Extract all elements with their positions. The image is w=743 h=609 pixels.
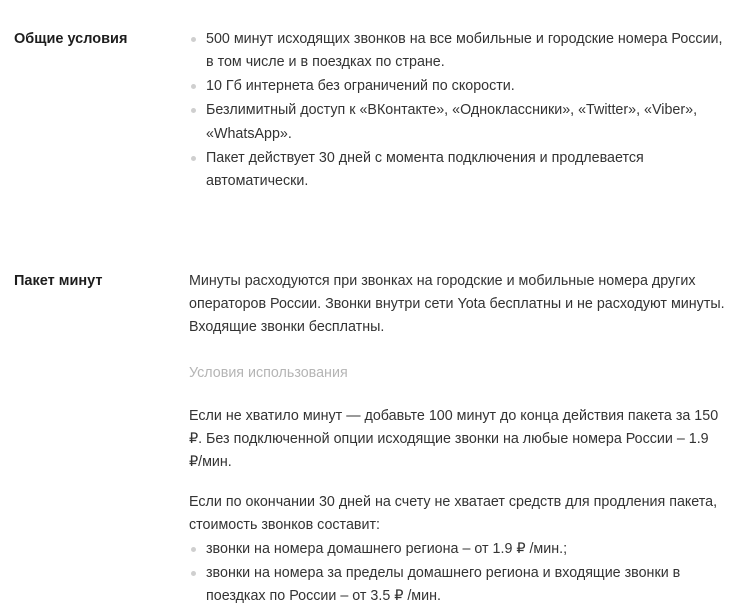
list-item: Безлимитный доступ к «ВКонтакте», «Одноклассники», «Twitter», «Viber», «WhatsApp». bbox=[189, 99, 725, 145]
minutes-intro-paragraph: Минуты расходуются при звонках на городские и мобильные номера других операторов России. Звонки внутри сети Yota бесплатны и не расходуют минуты. Входящие звонки бесплатны. bbox=[189, 273, 725, 336]
usage-paragraph-1: Если не хватило минут — добавьте 100 минут до конца действия пакета за 150 ₽. Без подключенной опции исходящие звонки на любые номера России – 1.9 ₽/мин. bbox=[189, 407, 719, 471]
section-title-general-terms: Общие условия bbox=[14, 31, 128, 47]
list-item: 500 минут исходящих звонков на все мобильные и городские номера России, в том числе и в поездках по стране. bbox=[189, 28, 725, 74]
list-item: звонки на номера за пределы домашнего региона и входящие звонки в поездках по России – от 3.5 ₽ /мин. bbox=[189, 562, 725, 608]
section-title-minutes-package: Пакет минут bbox=[14, 273, 103, 290]
list-item: 10 Гб интернета без ограничений по скорости. bbox=[189, 75, 725, 98]
section-content-general-terms bbox=[189, 28, 725, 194]
list-item: звонки на номера домашнего региона – от 1.9 ₽ /мин.; bbox=[189, 538, 725, 561]
usage-conditions-heading: Условия использования bbox=[189, 364, 348, 381]
call-rates-list bbox=[189, 538, 725, 608]
general-terms-list bbox=[189, 28, 725, 193]
section-divider-space bbox=[14, 194, 725, 270]
list-item: Пакет действует 30 дней с момента подключения и продлевается автоматически. bbox=[189, 147, 725, 193]
section-general-terms bbox=[14, 28, 725, 194]
usage-paragraph-2: Если по окончании 30 дней на счету не хватает средств для продления пакета, стоимость звонков составит: bbox=[189, 494, 718, 534]
section-minutes-package bbox=[14, 270, 725, 609]
section-content-minutes-package bbox=[189, 270, 725, 609]
